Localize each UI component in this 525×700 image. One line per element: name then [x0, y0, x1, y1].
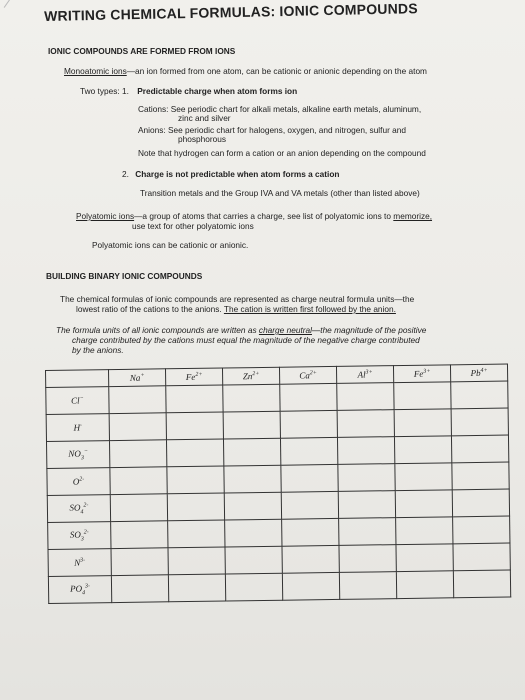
anion-symbol: O	[72, 476, 80, 487]
anions-line: Anions: See periodic chart for halogens, oxygen, and nitrogen, sulfur and	[138, 125, 406, 135]
cation-header-cell	[109, 369, 166, 387]
cation-symbol: Fe	[413, 368, 424, 379]
answer-cell[interactable]	[394, 436, 451, 464]
answer-cell[interactable]	[453, 543, 510, 571]
anion-label-cell	[48, 549, 111, 577]
anion-label-cell	[48, 522, 111, 550]
answer-cell[interactable]	[111, 548, 168, 576]
anion-symbol: N	[74, 557, 81, 568]
answer-cell[interactable]	[337, 410, 394, 438]
cation-header-cell	[222, 367, 279, 385]
answer-cell[interactable]	[166, 412, 223, 440]
answer-cell[interactable]	[396, 544, 453, 572]
answer-cell[interactable]	[109, 386, 166, 414]
answer-cell[interactable]	[166, 385, 223, 413]
answer-cell[interactable]	[395, 463, 452, 491]
two-types-label: Two types: 1.	[80, 86, 129, 96]
hydrogen-note: Note that hydrogen can form a cation or an anion depending on the compound	[138, 148, 426, 158]
answer-cell[interactable]	[166, 439, 223, 467]
anion-rows	[46, 381, 511, 603]
cation-symbol: Na	[129, 372, 141, 383]
answer-cell[interactable]	[452, 462, 509, 490]
cation-symbol: Zn	[242, 371, 253, 382]
p2-line1a: The formula units of all ionic compounds are written as	[56, 325, 257, 335]
p2-line2: charge contributed by the cations must equal the magnitude of the negative charge contributed	[72, 335, 420, 345]
ionic-compound-table	[45, 364, 511, 604]
answer-cell[interactable]	[338, 491, 395, 519]
ionic-compound-table-wrap	[45, 364, 511, 604]
page-title: WRITING CHEMICAL FORMULAS: IONIC COMPOUNDS	[44, 0, 418, 24]
cation-symbol: Pb	[470, 367, 481, 379]
anion-subscript: 4	[80, 508, 84, 515]
answer-cell[interactable]	[280, 383, 337, 411]
answer-cell[interactable]	[453, 516, 510, 544]
cation-symbol: Fe	[185, 371, 196, 383]
anion-charge: 2-	[83, 502, 89, 509]
polyatomic-def: —a group of atoms that carries a charge, see list of polyatomic ions to	[134, 211, 391, 221]
cation-charge: 2+	[309, 370, 317, 377]
answer-cell[interactable]	[225, 519, 282, 547]
answer-cell[interactable]	[280, 410, 337, 438]
cation-symbol: Ca	[299, 370, 310, 381]
answer-cell[interactable]	[339, 545, 396, 573]
answer-cell[interactable]	[223, 384, 280, 412]
type2-text: Charge is not predictable when atom forms a cation	[135, 169, 340, 179]
cation-charge: +	[140, 372, 145, 379]
cation-header-cell	[393, 365, 450, 383]
answer-cell[interactable]	[168, 520, 225, 548]
section2-heading: BUILDING BINARY IONIC COMPOUNDS	[46, 271, 203, 281]
anion-subscript: 4	[82, 589, 86, 596]
polyatomic-line	[76, 211, 432, 221]
answer-cell[interactable]	[223, 411, 280, 439]
answer-cell[interactable]	[396, 571, 453, 599]
answer-cell[interactable]	[337, 383, 394, 411]
anion-subscript: 3	[80, 454, 84, 461]
p2-line1	[56, 325, 426, 335]
answer-cell[interactable]	[281, 491, 338, 519]
cation-header-cell	[450, 364, 507, 382]
cation-charge: 2+	[195, 371, 203, 378]
cations-cont: zinc and silver	[178, 113, 231, 123]
memorize-word: memorize,	[393, 211, 433, 221]
section1-heading: IONIC COMPOUNDS ARE FORMED FROM IONS	[48, 46, 236, 56]
anion-subscript: 3	[80, 535, 84, 542]
cation-header-cell	[336, 366, 393, 384]
answer-cell[interactable]	[338, 464, 395, 492]
answer-cell[interactable]	[339, 518, 396, 546]
answer-cell[interactable]	[167, 466, 224, 494]
answer-cell[interactable]	[395, 490, 452, 518]
anion-label-cell	[47, 495, 110, 523]
p1-line2a: lowest ratio of the cations to the anions.	[76, 304, 222, 314]
anion-label-cell	[46, 387, 109, 415]
polyatomic-term: Polyatomic ions	[76, 211, 135, 221]
pen-mark	[4, 0, 28, 18]
anion-symbol: NO	[68, 448, 81, 459]
polyatomic-note: Polyatomic ions can be cationic or anionic.	[92, 240, 249, 250]
anion-charge: -	[79, 422, 83, 429]
answer-cell[interactable]	[453, 570, 510, 598]
anion-label-cell	[47, 468, 110, 496]
answer-cell[interactable]	[110, 467, 167, 495]
p2-line1b: charge neutral	[258, 325, 312, 335]
answer-cell[interactable]	[167, 493, 224, 521]
anion-charge: 3-	[84, 582, 91, 590]
type2-line	[122, 169, 339, 179]
p2-line1c: —the magnitude of the positive	[311, 325, 427, 335]
answer-cell[interactable]	[168, 574, 225, 602]
cation-symbol: Al	[357, 369, 366, 380]
answer-cell[interactable]	[282, 518, 339, 546]
answer-cell[interactable]	[223, 438, 280, 466]
answer-cell[interactable]	[337, 437, 394, 465]
answer-cell[interactable]	[111, 575, 168, 603]
type1-line	[80, 86, 297, 96]
cation-charge: 4+	[480, 367, 488, 374]
cation-charge: 3+	[423, 368, 431, 375]
answer-cell[interactable]	[451, 381, 508, 409]
p1-line2	[76, 304, 396, 314]
anion-charge: 2-	[83, 528, 89, 536]
anion-charge: −	[83, 448, 88, 455]
anion-charge: 3-	[80, 557, 86, 564]
answer-cell[interactable]	[282, 545, 339, 573]
answer-cell[interactable]	[224, 492, 281, 520]
answer-cell[interactable]	[111, 521, 168, 549]
answer-cell[interactable]	[396, 517, 453, 545]
table-corner-cell	[46, 370, 109, 388]
answer-cell[interactable]	[110, 494, 167, 522]
cations-line: Cations: See periodic chart for alkali metals, alkaline earth metals, aluminum,	[138, 104, 422, 114]
answer-cell[interactable]	[339, 572, 396, 600]
answer-cell[interactable]	[224, 465, 281, 493]
anion-symbol: PO	[69, 583, 83, 594]
answer-cell[interactable]	[280, 437, 337, 465]
anion-label-cell	[46, 414, 109, 442]
monatomic-line	[64, 66, 427, 76]
p2-line3: by the anions.	[72, 345, 124, 355]
answer-cell[interactable]	[451, 435, 508, 463]
answer-cell[interactable]	[452, 489, 509, 517]
anion-label-cell	[48, 576, 111, 604]
answer-cell[interactable]	[282, 572, 339, 600]
anion-symbol: H	[73, 422, 81, 433]
answer-cell[interactable]	[225, 573, 282, 601]
cation-charge: 2+	[252, 371, 260, 378]
anion-symbol: SO	[69, 529, 81, 540]
anion-label-cell	[46, 441, 109, 469]
type2-number: 2.	[122, 169, 129, 179]
monatomic-term: Monoatomic ions	[64, 66, 127, 76]
answer-cell[interactable]	[168, 547, 225, 575]
answer-cell[interactable]	[225, 546, 282, 574]
polyatomic-cont: use text for other polyatomic ions	[132, 221, 254, 231]
answer-cell[interactable]	[109, 413, 166, 441]
cation-charge: 3+	[365, 369, 373, 376]
anions-cont: phosphorous	[178, 134, 226, 144]
p1-line2b: The cation is written first followed by the anion.	[223, 304, 396, 314]
anion-charge: 2-	[79, 476, 85, 483]
p1-line1: The chemical formulas of ionic compounds are represented as charge neutral formula units—the	[60, 294, 415, 304]
type1-text: Predictable charge when atom forms ion	[137, 86, 298, 96]
answer-cell[interactable]	[394, 409, 451, 437]
table-row	[48, 570, 510, 603]
anion-symbol: SO	[69, 502, 81, 513]
answer-cell[interactable]	[451, 408, 508, 436]
anion-charge: −	[79, 395, 84, 402]
transition-line: Transition metals and the Group IVA and VA metals (other than listed above)	[140, 188, 420, 198]
monatomic-def: —an ion formed from one atom, can be cationic or anionic depending on the atom	[126, 66, 427, 76]
anion-symbol: Cl	[71, 395, 80, 406]
answer-cell[interactable]	[281, 464, 338, 492]
cation-header-cell	[279, 366, 336, 384]
answer-cell[interactable]	[394, 382, 451, 410]
answer-cell[interactable]	[109, 440, 166, 468]
cation-header-cell	[165, 368, 222, 386]
